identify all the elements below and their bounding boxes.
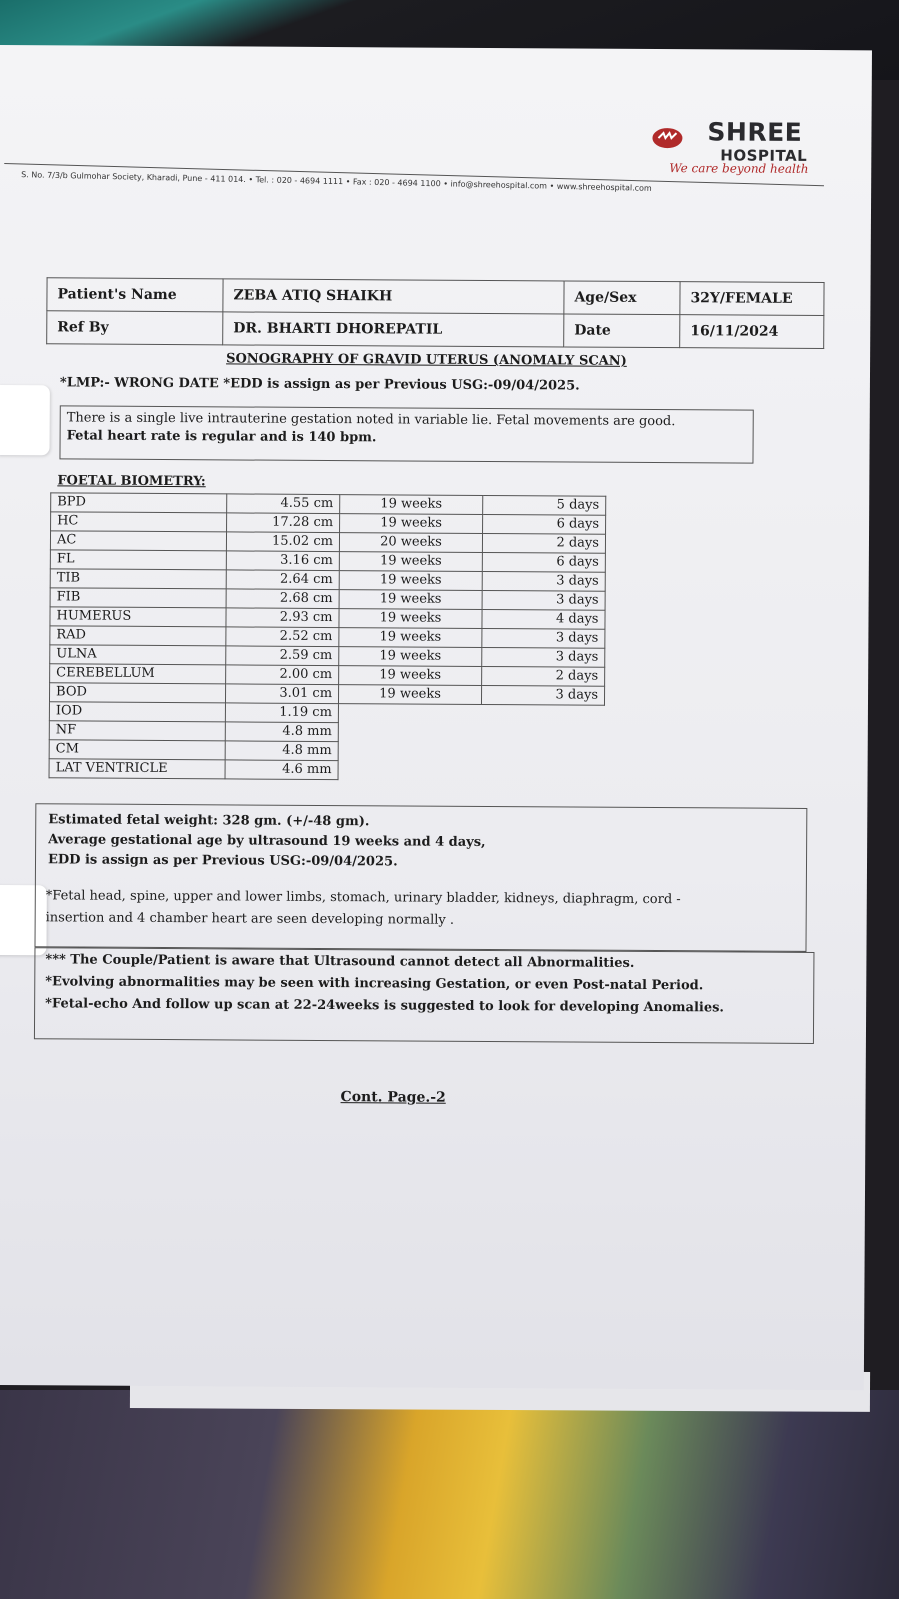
biometry-days: 3 days xyxy=(482,628,605,648)
referral-row xyxy=(47,311,824,349)
date-label: Date xyxy=(564,314,680,348)
biometry-measurement: 2.64 cm xyxy=(226,570,339,590)
biometry-measurement: 15.02 cm xyxy=(226,532,339,552)
biometry-table xyxy=(49,492,607,781)
patient-name: ZEBA ATIQ SHAIKH xyxy=(223,279,564,314)
biometry-days: 3 days xyxy=(482,590,605,610)
findings-box xyxy=(59,405,753,463)
biometry-measurement: 4.8 mm xyxy=(225,722,338,742)
biometry-weeks xyxy=(338,723,481,743)
disclaimer-line-1: *** The Couple/Patient is aware that Ultrasound cannot detect all Abnormalities. xyxy=(45,952,635,971)
patient-name-label: Patient's Name xyxy=(47,278,223,312)
biometry-weeks xyxy=(338,761,481,781)
biometry-parameter: CEREBELLUM xyxy=(50,664,226,684)
biometry-measurement: 2.52 cm xyxy=(226,627,339,647)
biometry-days: 3 days xyxy=(482,571,605,591)
hospital-tagline: We care beyond health xyxy=(669,161,809,176)
binder-clip xyxy=(0,385,50,455)
biometry-days: 5 days xyxy=(483,495,606,515)
biometry-parameter: HC xyxy=(51,512,227,532)
report-date: 16/11/2024 xyxy=(680,315,824,349)
biometry-parameter: TIB xyxy=(50,569,226,589)
biometry-parameter: FIB xyxy=(50,588,226,608)
biometry-measurement: 2.68 cm xyxy=(226,589,339,609)
biometry-parameter: BOD xyxy=(49,683,225,703)
biometry-measurement: 4.8 mm xyxy=(225,741,338,761)
biometry-measurement: 4.55 cm xyxy=(227,494,340,514)
lmp-line: *LMP:- WRONG DATE *EDD is assign as per Previous USG:-09/04/2025. xyxy=(59,375,580,394)
biometry-days xyxy=(481,704,604,724)
biometry-days xyxy=(481,742,604,762)
biometry-weeks xyxy=(338,742,481,762)
biometry-weeks: 19 weeks xyxy=(339,571,482,591)
biometry-weeks: 19 weeks xyxy=(339,552,482,572)
biometry-title: FOETAL BIOMETRY: xyxy=(57,473,206,490)
biometry-parameter: IOD xyxy=(49,702,225,722)
biometry-parameter: RAD xyxy=(50,626,226,646)
age-label: Age/Sex xyxy=(564,281,680,315)
anatomy-note-1: *Fetal head, spine, upper and lower limbs, stomach, urinary bladder, kidneys, diaphragm, cord - xyxy=(45,888,681,908)
scan-title: SONOGRAPHY OF GRAVID UTERUS (ANOMALY SCAN) xyxy=(226,351,627,369)
biometry-measurement: 2.93 cm xyxy=(226,608,339,628)
hospital-address: S. No. 7/3/b Gulmohar Society, Kharadi, Pune - 411 014. • Tel. : 020 - 4694 1111 • Fax : 020 - 4694 1100 • info@shreehospital.com • www.shreehospital.com xyxy=(21,170,652,193)
summary-box xyxy=(34,803,807,952)
fetal-weight: Estimated fetal weight: 328 gm. (+/-48 gm). xyxy=(48,812,370,830)
report-page xyxy=(0,45,872,1390)
biometry-weeks: 19 weeks xyxy=(339,628,482,648)
biometry-parameter: AC xyxy=(50,531,226,551)
biometry-days: 6 days xyxy=(483,514,606,534)
hospital-sub: HOSPITAL xyxy=(720,146,808,165)
biometry-weeks: 19 weeks xyxy=(339,590,482,610)
biometry-parameter: FL xyxy=(50,550,226,570)
biometry-days: 6 days xyxy=(482,552,605,572)
biometry-parameter: LAT VENTRICLE xyxy=(49,759,225,779)
edd-line: EDD is assign as per Previous USG:-09/04/2025. xyxy=(47,852,398,870)
biometry-measurement: 4.6 mm xyxy=(225,760,338,780)
patient-row xyxy=(47,278,824,316)
biometry-parameter: CM xyxy=(49,740,225,760)
ref-doctor: DR. BHARTI DHOREPATIL xyxy=(223,312,564,347)
biometry-days xyxy=(481,761,604,781)
continued-page-note: Cont. Page.-2 xyxy=(340,1089,446,1106)
biometry-measurement: 3.16 cm xyxy=(226,551,339,571)
biometry-days xyxy=(481,723,604,743)
biometry-weeks: 19 weeks xyxy=(340,495,483,515)
disclaimer-line-3: *Fetal-echo And follow up scan at 22-24weeks is suggested to look for developing Anomalies. xyxy=(45,996,725,1016)
biometry-parameter: NF xyxy=(49,721,225,741)
biometry-weeks: 20 weeks xyxy=(339,533,482,553)
finding-line-1: There is a single live intrauterine gestation noted in variable lie. Fetal movements are good. xyxy=(66,410,676,430)
disclaimer-box xyxy=(34,947,815,1044)
patient-info-table xyxy=(46,277,824,349)
biometry-days: 2 days xyxy=(482,666,605,686)
biometry-days: 3 days xyxy=(481,685,604,705)
hospital-logo-icon xyxy=(651,127,683,149)
finding-line-2: Fetal heart rate is regular and is 140 bpm. xyxy=(66,428,377,446)
biometry-parameter: HUMERUS xyxy=(50,607,226,627)
biometry-days: 4 days xyxy=(482,609,605,629)
biometry-weeks: 19 weeks xyxy=(340,514,483,534)
biometry-measurement: 17.28 cm xyxy=(227,513,340,533)
biometry-measurement: 1.19 cm xyxy=(225,703,338,723)
disclaimer-line-2: *Evolving abnormalities may be seen with increasing Gestation, or even Post-natal Period. xyxy=(45,974,704,994)
biometry-days: 2 days xyxy=(482,533,605,553)
hospital-name: SHREE xyxy=(707,117,803,147)
anatomy-note-2: insertion and 4 chamber heart are seen developing normally . xyxy=(45,910,455,928)
biometry-weeks: 19 weeks xyxy=(338,685,481,705)
biometry-parameter: ULNA xyxy=(50,645,226,665)
biometry-measurement: 3.01 cm xyxy=(225,684,338,704)
patient-age: 32Y/FEMALE xyxy=(680,282,824,316)
average-gestational-age: Average gestational age by ultrasound 19 weeks and 4 days, xyxy=(48,832,486,850)
biometry-parameter: BPD xyxy=(51,493,227,513)
biometry-weeks: 19 weeks xyxy=(339,666,482,686)
biometry-days: 3 days xyxy=(482,647,605,667)
biometry-weeks: 19 weeks xyxy=(339,609,482,629)
biometry-measurement: 2.00 cm xyxy=(226,665,339,685)
ref-label: Ref By xyxy=(47,311,223,345)
background-fabric-bottom xyxy=(0,1390,899,1599)
biometry-row xyxy=(49,759,604,781)
biometry-weeks: 19 weeks xyxy=(339,647,482,667)
biometry-weeks xyxy=(338,704,481,724)
biometry-measurement: 2.59 cm xyxy=(226,646,339,666)
